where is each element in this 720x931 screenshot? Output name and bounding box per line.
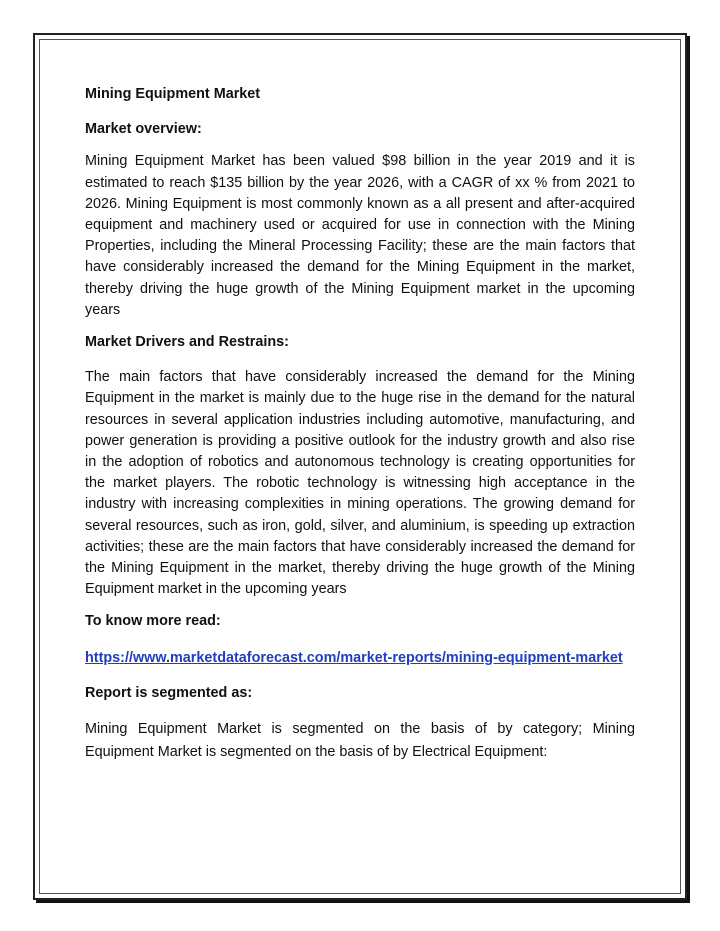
market-drivers-body: The main factors that have considerably increased the demand for the Mining Equipment in the market is mainly due to the huge rise in the demand for the natural resources in several application industries including automotive, manufacturing, and power generation is providing a positive outlook for the industry growth and also rise in the adoption of robotics and autonomous technology is creating opportunities for the market players. The robotic technology is witnessing high acceptance in the industry with increasing complexities in mining operations. The growing demand for several resources, such as iron, gold, silver, and aluminium, is speeding up extraction activities; these are the main factors that have considerably increased the demand for the Mining Equipment in the market, thereby driving the huge growth of the Mining Equipment market in the upcoming years	[85, 369, 635, 598]
know-more-heading: To know more read:	[85, 613, 221, 630]
report-link[interactable]: https://www.marketdataforecast.com/market-reports/mining-equipment-market	[85, 649, 623, 666]
document-content	[85, 84, 635, 764]
market-drivers-heading: Market Drivers and Restrains:	[85, 334, 289, 351]
document-title: Mining Equipment Market	[85, 86, 261, 102]
market-overview-heading: Market overview:	[85, 121, 202, 138]
market-overview-body: Mining Equipment Market has been valued $98 billion in the year 2019 and it is estimated to reach $135 billion by the year 2026, with a CAGR of xx % from 2021 to 2026. Mining Equipment is most commonly known as a all present and after-acquired equipment and machinery used or acquired for use in connection with the Mining Properties, including the Mineral Processing Facility; these are the main factors that have considerably increased the demand for the Mining Equipment in the market, thereby driving the huge growth of the Mining Equipment market in the upcoming years	[85, 153, 635, 318]
report-segmented-body: Mining Equipment Market is segmented on the basis of by category; Mining Equipment Market is segmented on the basis of by Electrical Equipment:	[85, 720, 635, 760]
report-segmented-heading: Report is segmented as:	[85, 684, 253, 701]
